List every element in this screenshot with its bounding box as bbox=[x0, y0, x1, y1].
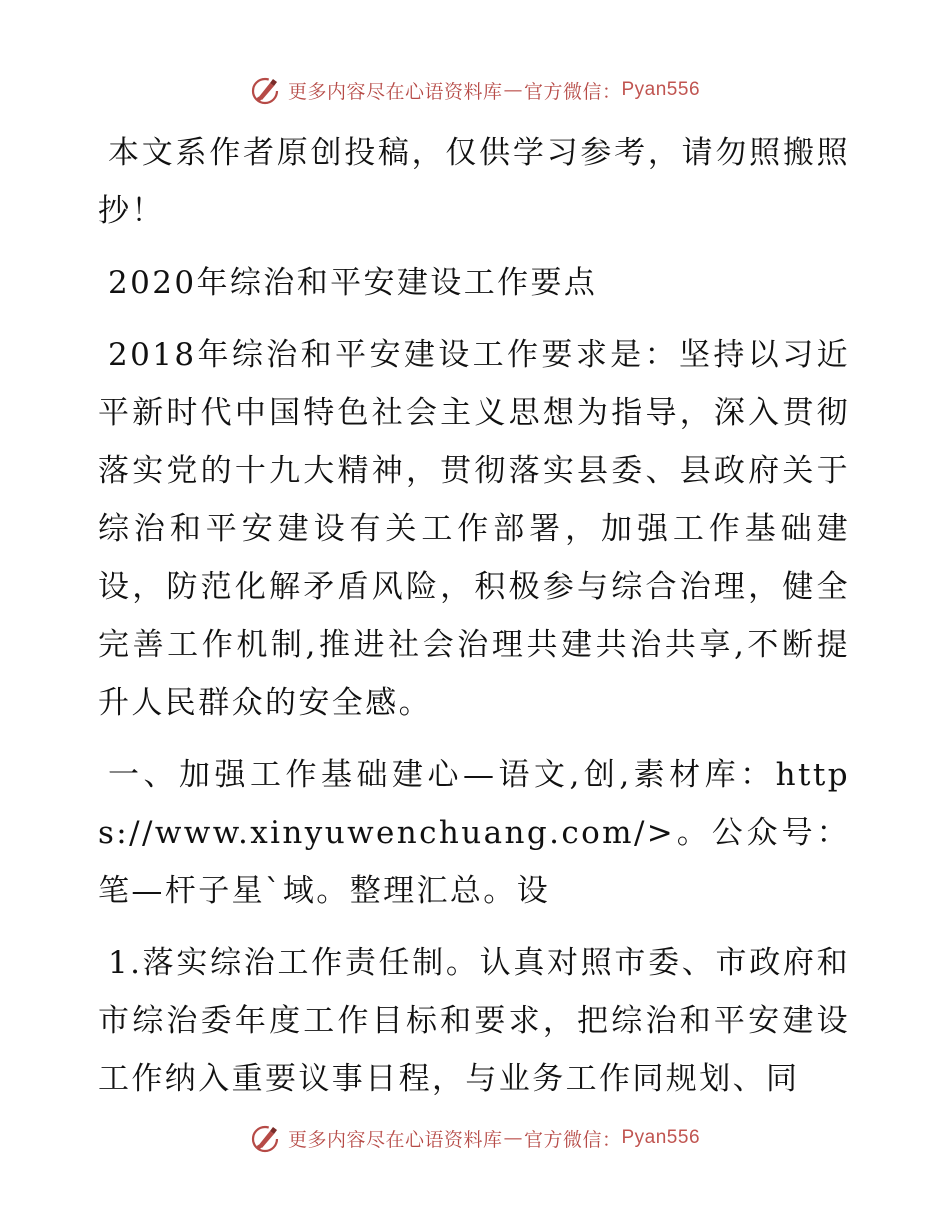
banner-label: 官方微信： bbox=[523, 1128, 622, 1151]
banner-separator: — bbox=[503, 79, 523, 101]
banner-label: 官方微信： bbox=[523, 80, 622, 103]
banner-handle: Pyan556 bbox=[621, 1127, 701, 1148]
banner-separator: — bbox=[503, 1127, 523, 1149]
section-heading-1: 一、加强工作基础建心—语文,创,素材库：https://www.xinyuwenchuang.com/>。公众号：笔—杆子星`域。整理汇总。设 bbox=[98, 757, 850, 909]
brush-logo-icon bbox=[250, 1122, 282, 1154]
notice-paragraph: 本文系作者原创投稿，仅供学习参考，请勿照搬照抄！ bbox=[98, 135, 850, 229]
banner-handle: Pyan556 bbox=[621, 79, 701, 100]
document-title: 2020年综治和平安建设工作要点 bbox=[108, 265, 598, 301]
brush-logo-icon bbox=[250, 74, 282, 106]
document-body bbox=[98, 124, 850, 1108]
item-paragraph-1: 1.落实综治工作责任制。认真对照市委、市政府和市综治委年度工作目标和要求，把综治和平安建设工作纳入重要议事日程，与业务工作同规划、同 bbox=[98, 945, 850, 1097]
intro-paragraph: 2018年综治和平安建设工作要求是：坚持以习近平新时代中国特色社会主义思想为指导，深入贯彻落实党的十九大精神，贯彻落实县委、县政府关于综治和平安建设有关工作部署，加强工作基础建设，防范化解矛盾风险，积极参与综合治理，健全完善工作机制,推进社会治理共建共治共享,不断提升人民群众的安全感。 bbox=[98, 337, 850, 721]
banner-text: 更多内容尽在心语资料库 bbox=[287, 80, 503, 103]
banner-text: 更多内容尽在心语资料库 bbox=[287, 1128, 503, 1151]
header-watermark bbox=[0, 70, 950, 110]
footer-watermark bbox=[0, 1118, 950, 1158]
